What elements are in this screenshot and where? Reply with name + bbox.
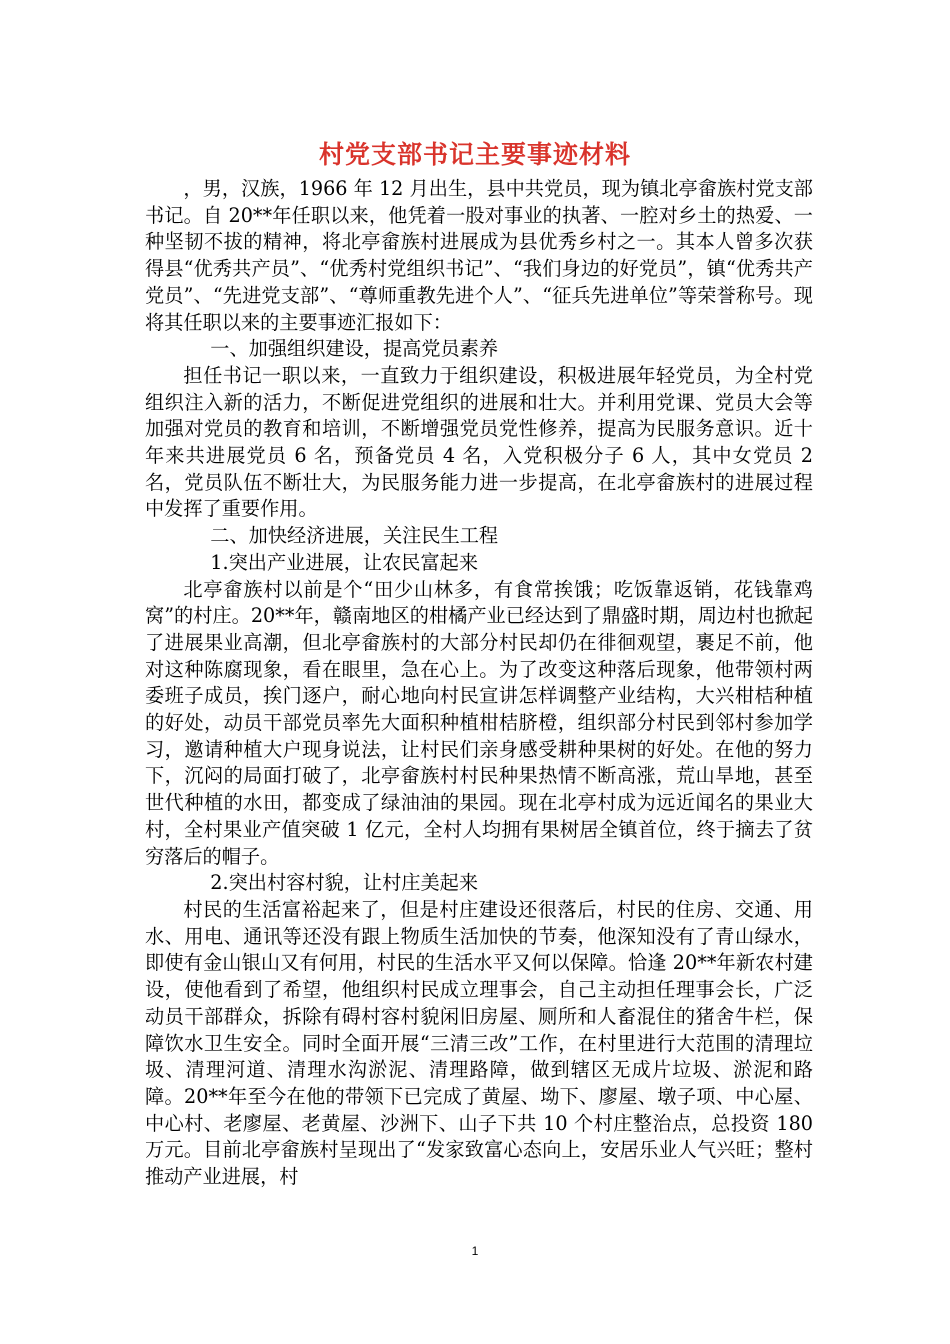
subsection-heading-1: 1.突出产业进展，让农民富起来 [210,550,479,574]
page-number: 1 [471,1244,479,1258]
section-heading-2: 二、加快经济进展，关注民生工程 [210,524,499,548]
intro-paragraph: ，男，汉族，1966 年 12 月出生，县中共党员，现为镇北亭畲族村党支部书记。自 20**年任职以来，他凭着一股对事业的执著、一腔对乡土的热爱、一种坚韧不拔的精神，将北亭畲族村进展成为县优秀乡村之一。其本人曾多次获得县“优秀共产员”、“优秀村党组织书记”、“我们身边的好党员”，镇“优秀共产党员”、“先进党支部”、“尊师重教先进个人”、“征兵先进单位”等荣誉称号。现将其任职以来的主要事迹汇报如下： [145,177,813,334]
document-title: 村党支部书记主要事迹材料 [318,140,631,169]
subsection-1-paragraph: 北亭畲族村以前是个“田少山林多，有食常挨饿；吃饭靠返销，花钱靠鸡窝”的村庄。20**年，赣南地区的柑橘产业已经达到了鼎盛时期，周边村也掀起了进展果业高潮，但北亭畲族村的大部分村民却仍在徘徊观望，裹足不前，他对这种陈腐现象，看在眼里，急在心上。为了改变这种落后现象，他带领村两委班子成员，挨门逐户，耐心地向村民宣讲怎样调整产业结构，大兴柑桔种植的好处，动员干部党员率先大面积种植柑桔脐橙，组织部分村民到邻村参加学习，邀请种植大户现身说法，让村民们亲身感受耕种果树的好处。在他的努力下，沉闷的局面打破了，北亭畲族村村民种果热情不断高涨，荒山旱地，甚至世代种植的水田，都变成了绿油油的果园。现在北亭村成为远近闻名的果业大村，全村果业产值突破 1 亿元，全村人均拥有果树居全镇首位，终于摘去了贫穷落后的帽子。 [145,577,813,868]
document-body [145,176,813,1191]
subsection-2-paragraph: 村民的生活富裕起来了，但是村庄建设还很落后，村民的住房、交通、用水、用电、通讯等还没有跟上物质生活加快的节奏，他深知没有了青山绿水，即使有金山银山又有何用，村民的生活水平又何以保障。恰逢 20**年新农村建设，使他看到了希望，他组织村民成立理事会，自己主动担任理事会长，广泛动员干部群众，拆除有碍村容村貌闲旧房屋、厕所和人畜混住的猪舍牛栏，保障饮水卫生安全。同时全面开展“三清三改”工作，在村里进行大范围的清理垃圾、清理河道、清理水沟淤泥、清理路障，做到辖区无成片垃圾、淤泥和路障。20**年至今在他的带领下已完成了黄屋、坳下、廖屋、墩子项、中心屋、中心村、老廖屋、老黄屋、沙洲下、山子下共 10 个村庄整治点，总投资 180 万元。目前北亭畲族村呈现出了“发家致富心态向上，安居乐业人气兴旺；整村推动产业进展，村 [145,897,813,1189]
section-heading-1: 一、加强组织建设，提高党员素养 [210,337,499,361]
subsection-heading-2: 2.突出村容村貌，让村庄美起来 [210,871,479,895]
section-1-paragraph: 担任书记一职以来，一直致力于组织建设，积极进展年轻党员，为全村党组织注入新的活力，不断促进党组织的进展和壮大。并利用党课、党员大会等加强对党员的教育和培训，不断增强党员党性修养，提高为民服务意识。近十年来共进展党员 6 名，预备党员 4 名，入党积极分子 6 人，其中女党员 2 名，党员队伍不断壮大，为民服务能力进一步提高，在北亭畲族村的进展过程中发挥了重要作用。 [145,363,813,521]
